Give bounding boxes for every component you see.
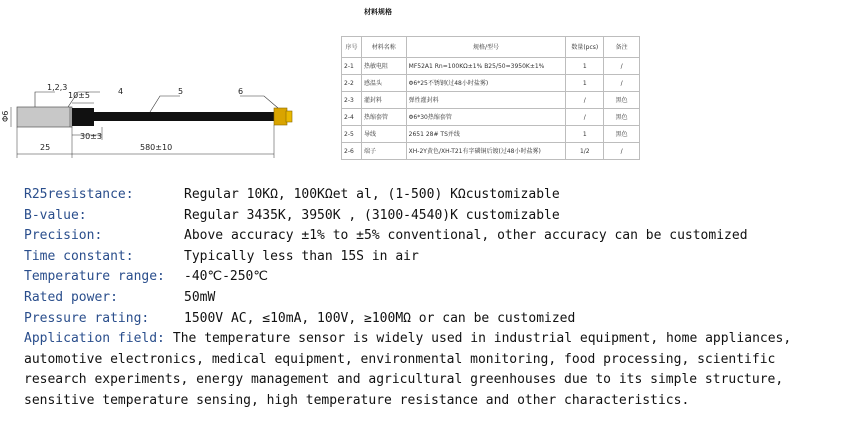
- table-title: 材料规格: [364, 8, 392, 16]
- spec-value: Regular 3435K, 3950K , (3100-4540)K customizable: [184, 207, 560, 223]
- spec-label: Rated power:: [24, 289, 118, 305]
- header-spec: 规格/型号: [406, 37, 566, 58]
- material-table: [341, 36, 640, 160]
- spec-pressure-rating: [24, 309, 844, 330]
- label-6: 6: [238, 87, 244, 96]
- spec-b-value: [24, 206, 844, 227]
- table-row: 2-6 端子 XH-2Y黄色/XH-T21有字磷铜后镀(过48小时盐雾) 1/2 /: [342, 143, 640, 160]
- table-row: 2-3 灌封料 弹性灌封料 / 黑色: [342, 92, 640, 109]
- spec-value: -40℃-250℃: [184, 269, 268, 285]
- table-row: 2-5 导线 2651 28# TS并线 1 黑色: [342, 126, 640, 143]
- cable: [94, 112, 274, 121]
- dim-30: 30±3: [80, 132, 102, 141]
- spec-rated-power: [24, 288, 844, 309]
- label-5: 5: [178, 87, 184, 96]
- spec-label: R25resistance:: [24, 187, 134, 202]
- spec-r25: [24, 185, 844, 206]
- spec-label: B-value:: [24, 207, 87, 223]
- spec-label: Temperature range:: [24, 269, 165, 285]
- header-no: 序号: [342, 37, 362, 58]
- spec-value: The temperature sensor is widely used in industrial equipment, home appliances, automotive electronics, medical equipment, environmental monitoring, food processing, scientific research experiments, energy management and agricultural greenhouses due to its simple structure, sensitive temperature sensing, high temperature resistance and other characteristics.: [24, 331, 792, 408]
- table-row: 2-4 热缩套管 Φ6*30热缩套管 / 黑色: [342, 109, 640, 126]
- spec-label: Application field:: [24, 331, 165, 347]
- table-header: [342, 37, 640, 58]
- spec-value: 50mW: [184, 289, 216, 305]
- spec-label: Pressure rating:: [24, 310, 150, 326]
- sensor-drawing: [0, 70, 310, 165]
- label-1-2-3: 1,2,3: [47, 83, 68, 92]
- header-name: 材料名称: [361, 37, 406, 58]
- table-row: 2-2 感温头 Φ6*25不锈钢(过48小时盐雾) 1 /: [342, 75, 640, 92]
- spec-label: Time constant:: [24, 248, 134, 264]
- terminal: [274, 108, 287, 125]
- dim-580: 580±10: [140, 143, 173, 152]
- spec-precision: [24, 226, 844, 247]
- header-qty: 数量(pcs): [566, 37, 604, 58]
- spec-temperature-range: [24, 267, 844, 288]
- spec-value: Regular 10KΩ, 100KΩet al, (1-500) KΩcustomizable: [184, 187, 560, 202]
- spec-application: [24, 329, 844, 411]
- table-row: 2-1 热敏电阻 MF52A1 Rn=100KΩ±1% B25/50=3950K±1% 1 /: [342, 58, 640, 75]
- dim-25: 25: [40, 143, 51, 152]
- label-4: 4: [118, 87, 124, 96]
- spec-value: 1500V AC, ≤10mA, 100V, ≥100MΩ or can be customized: [184, 310, 576, 326]
- spec-value: Above accuracy ±1% to ±5% conventional, other accuracy can be customized: [184, 228, 748, 244]
- spec-time-constant: [24, 247, 844, 268]
- spec-list: [24, 185, 844, 412]
- dim-diameter: Φ6: [1, 110, 10, 122]
- spec-value: Typically less than 15S in air: [184, 248, 419, 264]
- probe-body: [17, 107, 72, 127]
- spec-label: Precision:: [24, 228, 103, 244]
- dim-10: 10±5: [68, 91, 90, 100]
- header-remark: 备注: [604, 37, 640, 58]
- heat-shrink: [72, 108, 94, 126]
